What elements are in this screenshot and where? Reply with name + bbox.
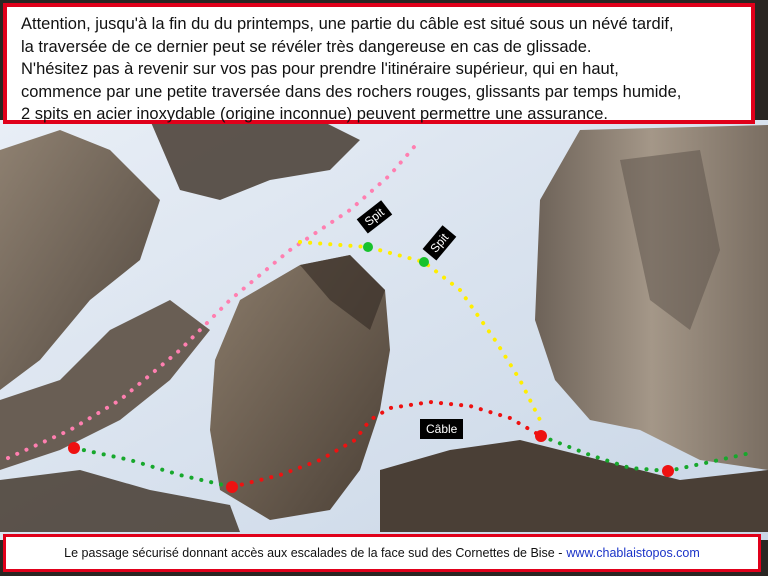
note-line-5: 2 spits en acier inoxydable (origine inconnue) peuvent permettre une assurance. [21,105,609,123]
waypoint-red-4 [662,465,674,477]
spit-label-2: Spit [423,225,457,260]
caption-bar [3,534,761,572]
warning-note [3,3,755,124]
spit-label-1: Spit [357,200,392,233]
note-line-1: Attention, jusqu'à la fin du du printemps, une partie du câble est situé sous un névé tardif, [21,15,674,33]
note-line-2: la traversée de ce dernier peut se révéler très dangereuse en cas de glissade. [21,37,592,56]
waypoint-red-1 [68,442,80,454]
note-line-3: N'hésitez pas à revenir sur vos pas pour prendre l'itinéraire supérieur, qui en haut, [21,60,619,78]
note-line-4: commence par une petite traversée dans des rochers rouges, glissants par temps humide, [21,82,682,101]
caption-text: Le passage sécurisé donnant accès aux escalades de la face sud des Cornettes de Bise - [64,546,563,560]
cable-label: Câble [420,419,463,439]
waypoint-red-2 [226,481,238,493]
website-link[interactable]: www.chablaistopos.com [566,546,700,560]
spit-marker-2 [419,257,429,267]
spit-marker-1 [363,242,373,252]
waypoint-red-3 [535,430,547,442]
